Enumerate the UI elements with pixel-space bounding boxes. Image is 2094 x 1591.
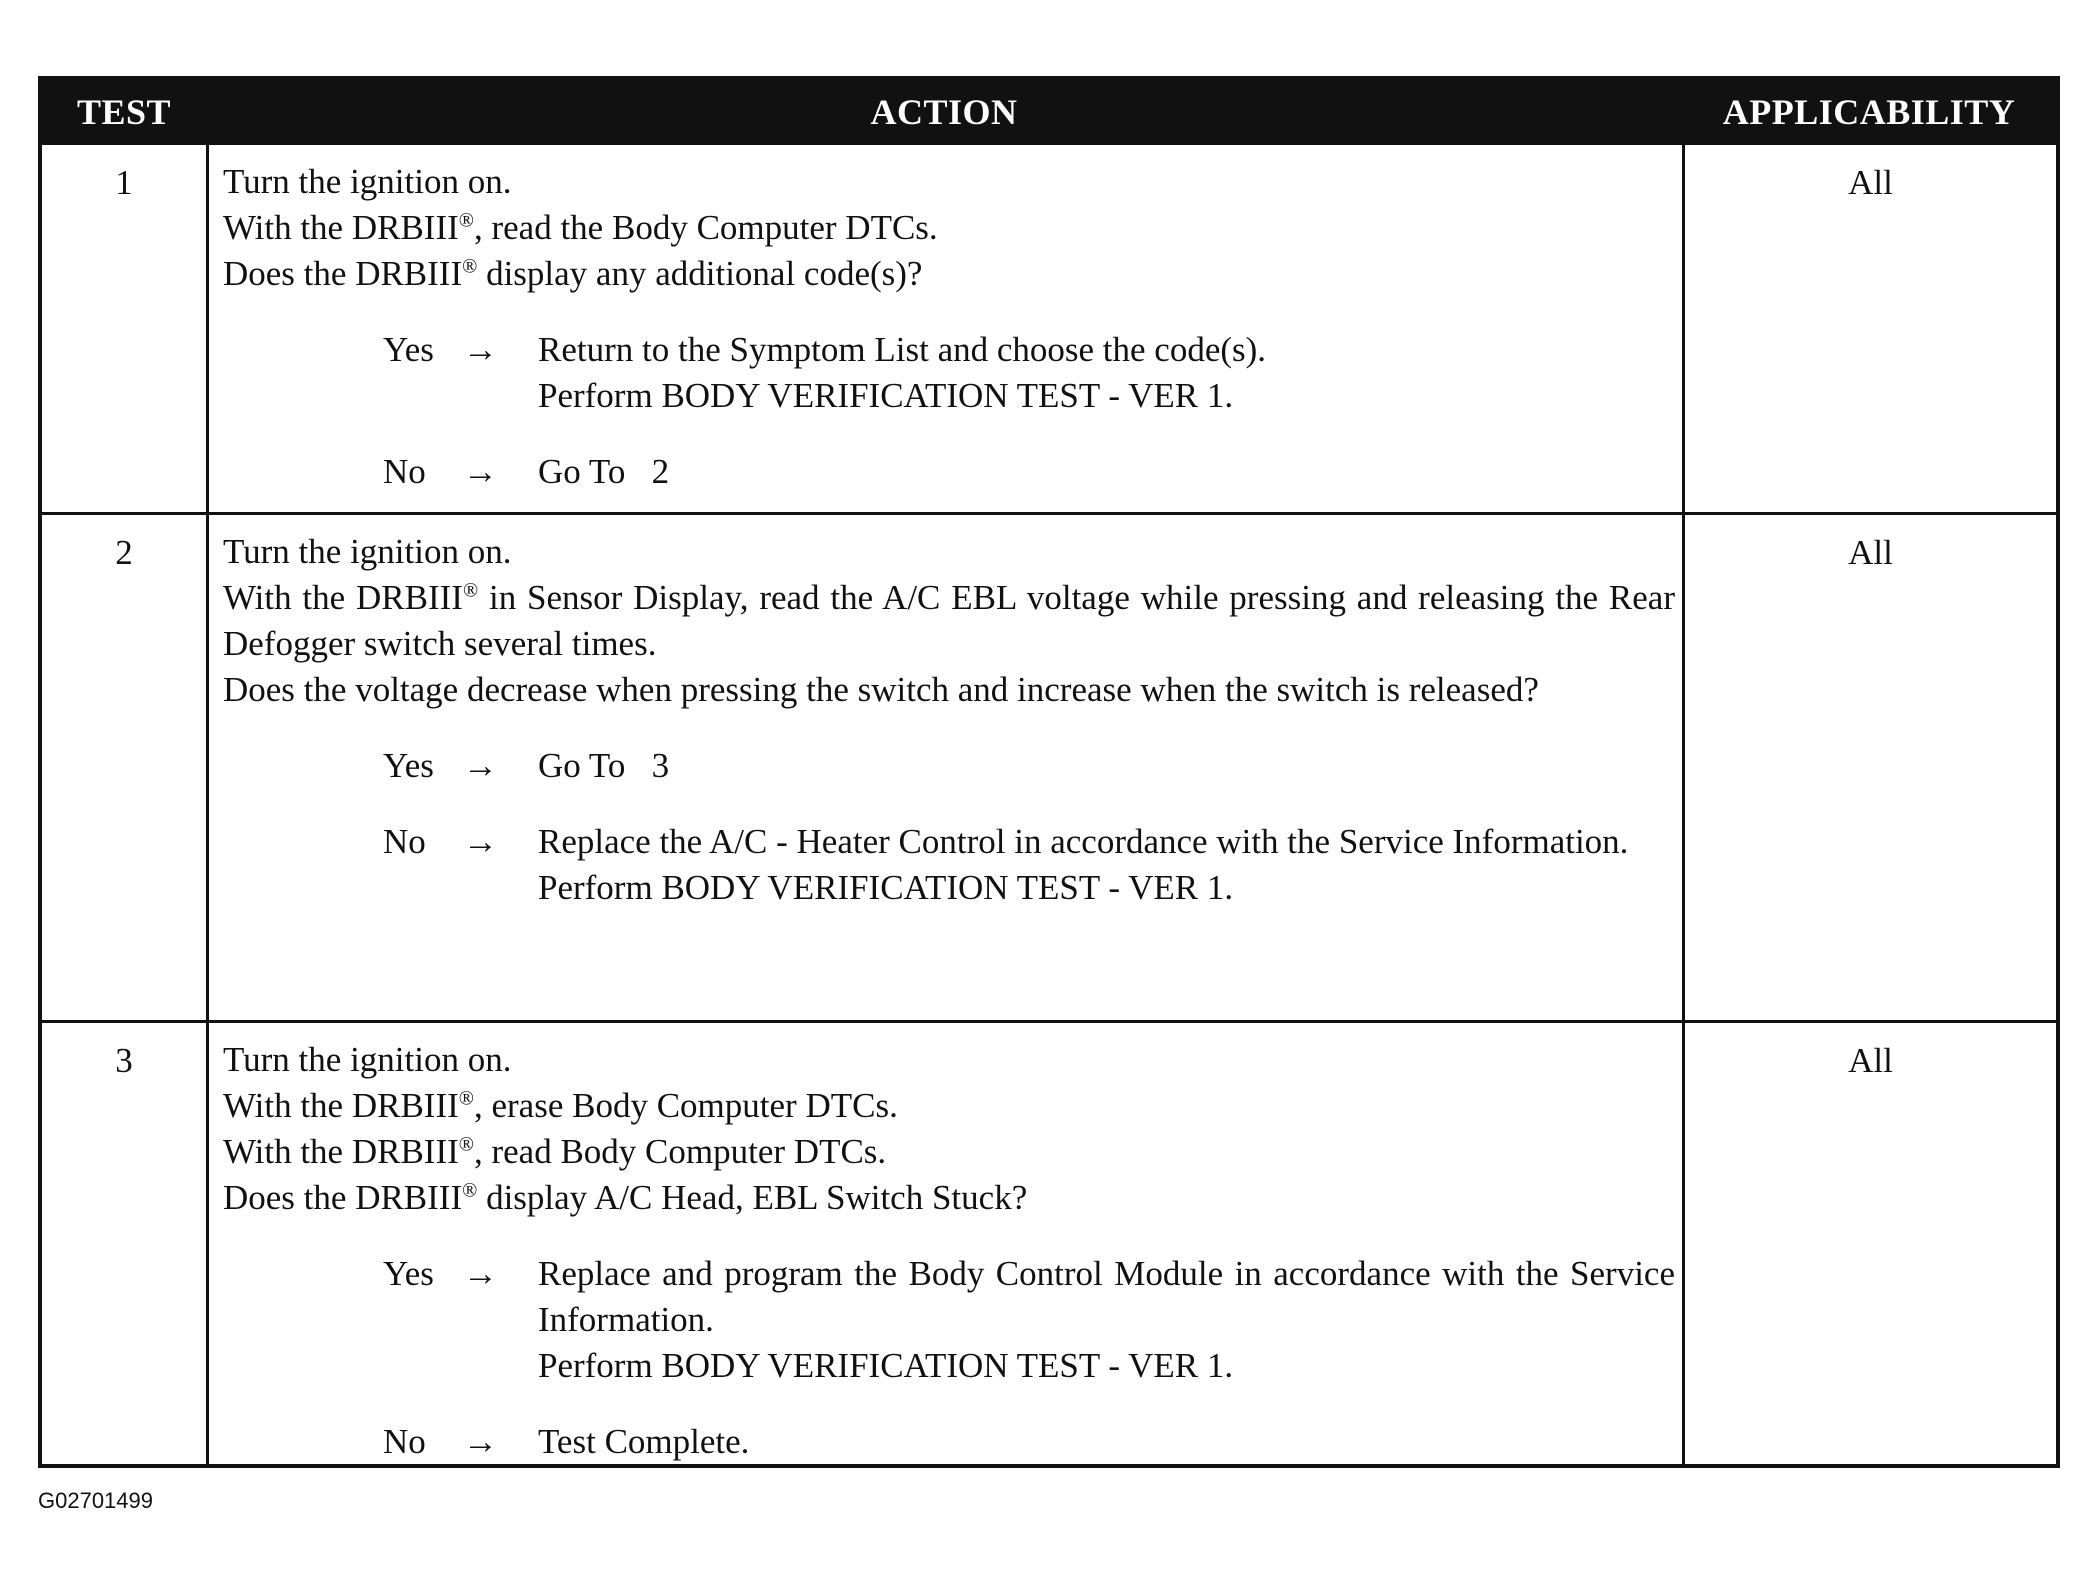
no-response — [383, 449, 1675, 495]
response-line: Go To 3 — [538, 746, 670, 785]
response-line: Go To 2 — [538, 452, 670, 491]
yes-response — [383, 743, 1675, 789]
action-line: Does the voltage decrease when pressing the switch and increase when the switch is released? — [223, 670, 1539, 709]
arrow-icon: → — [463, 746, 498, 785]
action-cell — [223, 1037, 1675, 1465]
test-number: 1 — [115, 163, 133, 202]
no-text — [538, 819, 1675, 911]
table-row — [42, 1020, 2056, 1464]
diagnostic-test-table — [38, 76, 2060, 1468]
yes-response — [383, 327, 1675, 419]
header-action: ACTION — [870, 92, 1018, 132]
response-line: Replace the A/C - Heater Control in accordance with the Service Information. — [538, 822, 1629, 861]
header-test: TEST — [76, 92, 172, 132]
action-line: With the DRBIII®, erase Body Computer DTCs. — [223, 1086, 898, 1125]
action-line: Turn the ignition on. — [223, 1040, 512, 1079]
no-text — [538, 1419, 1675, 1465]
applicability-value: All — [1848, 163, 1893, 202]
arrow-icon: → — [463, 822, 498, 861]
figure-id: G02701499 — [38, 1488, 153, 1513]
no-response — [383, 819, 1675, 911]
header-applicability: APPLICABILITY — [1722, 92, 2016, 132]
action-line: With the DRBIII® in Sensor Display, read the A/C EBL voltage while pressing and releasing the Rear Defogger switch several times. — [223, 578, 1675, 663]
response-line: Perform BODY VERIFICATION TEST - VER 1. — [538, 1346, 1234, 1385]
test-number: 2 — [115, 533, 133, 572]
yes-response — [383, 1251, 1675, 1389]
no-label: No — [383, 452, 426, 491]
no-text — [538, 449, 1675, 495]
yes-text — [538, 1251, 1675, 1389]
yes-label: Yes — [383, 330, 434, 369]
table-row — [42, 145, 2056, 512]
action-cell — [223, 159, 1675, 495]
applicability-value: All — [1848, 533, 1893, 572]
action-cell — [223, 529, 1675, 911]
action-line: Does the DRBIII® display A/C Head, EBL Switch Stuck? — [223, 1178, 1028, 1217]
action-line: Does the DRBIII® display any additional code(s)? — [223, 254, 923, 293]
action-line: Turn the ignition on. — [223, 532, 512, 571]
response-line: Perform BODY VERIFICATION TEST - VER 1. — [538, 376, 1234, 415]
response-line: Perform BODY VERIFICATION TEST - VER 1. — [538, 868, 1234, 907]
arrow-icon: → — [463, 330, 498, 369]
arrow-icon: → — [463, 1422, 498, 1461]
yes-text — [538, 327, 1675, 419]
table-header — [42, 80, 2056, 145]
no-label: No — [383, 1422, 426, 1461]
action-line: With the DRBIII®, read the Body Computer DTCs. — [223, 208, 938, 247]
response-line: Return to the Symptom List and choose the code(s). — [538, 330, 1267, 369]
no-response — [383, 1419, 1675, 1465]
table-row — [42, 512, 2056, 1020]
yes-label: Yes — [383, 1254, 434, 1293]
arrow-icon: → — [463, 1254, 498, 1293]
response-line: Replace and program the Body Control Module in accordance with the Service Information. — [538, 1254, 1675, 1339]
arrow-icon: → — [463, 452, 498, 491]
no-label: No — [383, 822, 426, 861]
response-line: Test Complete. — [538, 1422, 750, 1461]
yes-text — [538, 743, 1675, 789]
action-line: Turn the ignition on. — [223, 162, 512, 201]
action-line: With the DRBIII®, read Body Computer DTCs. — [223, 1132, 887, 1171]
test-number: 3 — [115, 1041, 133, 1080]
yes-label: Yes — [383, 746, 434, 785]
applicability-value: All — [1848, 1041, 1893, 1080]
